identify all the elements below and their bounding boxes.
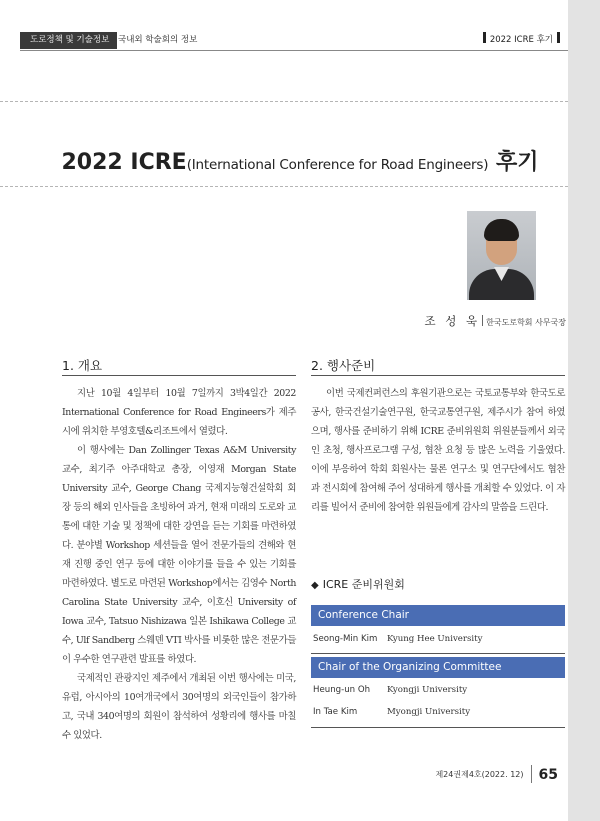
page-title: [0, 145, 600, 176]
author-affiliation: 한국도로학회 사무국장: [486, 318, 566, 327]
author-byline: [425, 310, 566, 329]
member-name: In Tae Kim: [313, 707, 358, 717]
category-tag: 도로정책 및 기술정보: [20, 32, 117, 49]
paragraph: 이번 국제컨퍼런스의 후원기관으로는 국토교통부와 한국도로공사, 한국건설기술연구원, 한국교통연구원, 제주시가 참여 하였으며, 행사를 준비하기 위해 ICRE 준비위원회 위원분들께서 외국인 초청, 행사프로그램 구성, 협찬 요청 등 많은 노력을 기울였다. 이에 부응하여 학회 회원사는 물론 연구소 및 연구단에서도 협찬과 전시회에 참여해 주어 성대하게 행사를 개최할 수 있었다. 이 자리를 빌어서 준비에 참여한 위원들에게 감사의 말씀을 드린다.: [311, 388, 565, 513]
committee-row: [311, 629, 565, 649]
diamond-bullet-icon: ◆: [311, 580, 319, 591]
section2-body: [311, 384, 565, 517]
section1-body: [62, 384, 296, 745]
table-rule: [311, 653, 565, 654]
paragraph: 지난 10월 4일부터 10월 7일까지 3박4일간 2022 International Conference for Road Engineers가 제주시에 위치한 부영호텔&리조트에서 열렸다.: [62, 388, 296, 437]
section-heading: 1. 개요: [62, 358, 103, 373]
member-name: Heung-un Oh: [313, 685, 371, 695]
conference-chair-bar: Conference Chair: [311, 605, 565, 626]
paragraph: 국제적인 관광지인 제주에서 개최된 이번 행사에는 미국, 유럽, 아시아의 10여개국에서 30여명의 외국인들이 참가하고, 국내 340여명의 회원이 참석하여 성황리에 행사를 마칠 수 있었다.: [62, 673, 296, 741]
author-photo: [467, 211, 536, 300]
section-rule: [62, 375, 296, 376]
issue-label: 제24권제4호(2022. 12): [435, 770, 524, 779]
title-suffix: 후기: [488, 150, 539, 175]
dashed-divider: [0, 186, 568, 187]
committee-heading-label: ICRE 준비위원회: [322, 578, 405, 591]
subcategory-label: 국내외 학술회의 정보: [118, 35, 198, 45]
running-header: [0, 32, 568, 52]
header-rule: [20, 50, 568, 51]
article-tag: [479, 32, 564, 49]
committee-heading: [311, 576, 405, 592]
paragraph: 이 행사에는 Dan Zollinger Texas A&M University 교수, 최기주 아주대학교 총장, 이영재 Morgan State University 교수, George Chang 국제지능형건설학회 회장 등의 해외 인사들을 초빙하여 과거, 현재 미래의 도로와 교통에 대한 기술 및 정책에 대한 강연을 듣는 기회를 마련하였다. 분야별 Workshop 세션들을 열어 전문가들의 견해와 현재 진행 중인 연구 등에 대한 이야기를 들을 수 있는 기회를 마련하였다. 별도로 마련된 Workshop에서는 김영수 North Carolina State University 교수, 이호신 University of Iowa 교수, Tatsuo Nishizawa 일본 Ishikawa College 교수, Ulf Sandberg 스웨덴 VTI 박사를 비롯한 많은 전문가들이 우수한 연구관련 발표를 하였다.: [62, 445, 296, 665]
page-footer: [435, 764, 558, 783]
title-main: 2022 ICRE: [61, 150, 187, 175]
title-subtitle: (International Conference for Road Engineers): [186, 157, 489, 173]
article-tag-label: 2022 ICRE 후기: [489, 35, 553, 45]
member-name: Seong-Min Kim: [313, 634, 378, 644]
organizing-chair-bar: Chair of the Organizing Committee: [311, 657, 565, 678]
member-organization: Kyung Hee University: [387, 634, 483, 644]
bar-marker-icon: [483, 32, 486, 43]
author-name: 조 성 욱: [424, 314, 481, 328]
page-number: 65: [538, 767, 558, 783]
member-organization: Kyongji University: [387, 685, 468, 695]
table-rule: [311, 727, 565, 728]
section-rule: [311, 375, 565, 376]
member-organization: Myongji University: [387, 707, 471, 717]
page-edge-strip: [568, 0, 600, 821]
committee-row: [311, 702, 565, 722]
committee-row: [311, 680, 565, 700]
bar-marker-icon: [557, 32, 560, 43]
section-heading: 2. 행사준비: [311, 358, 376, 373]
dashed-divider: [0, 101, 568, 102]
